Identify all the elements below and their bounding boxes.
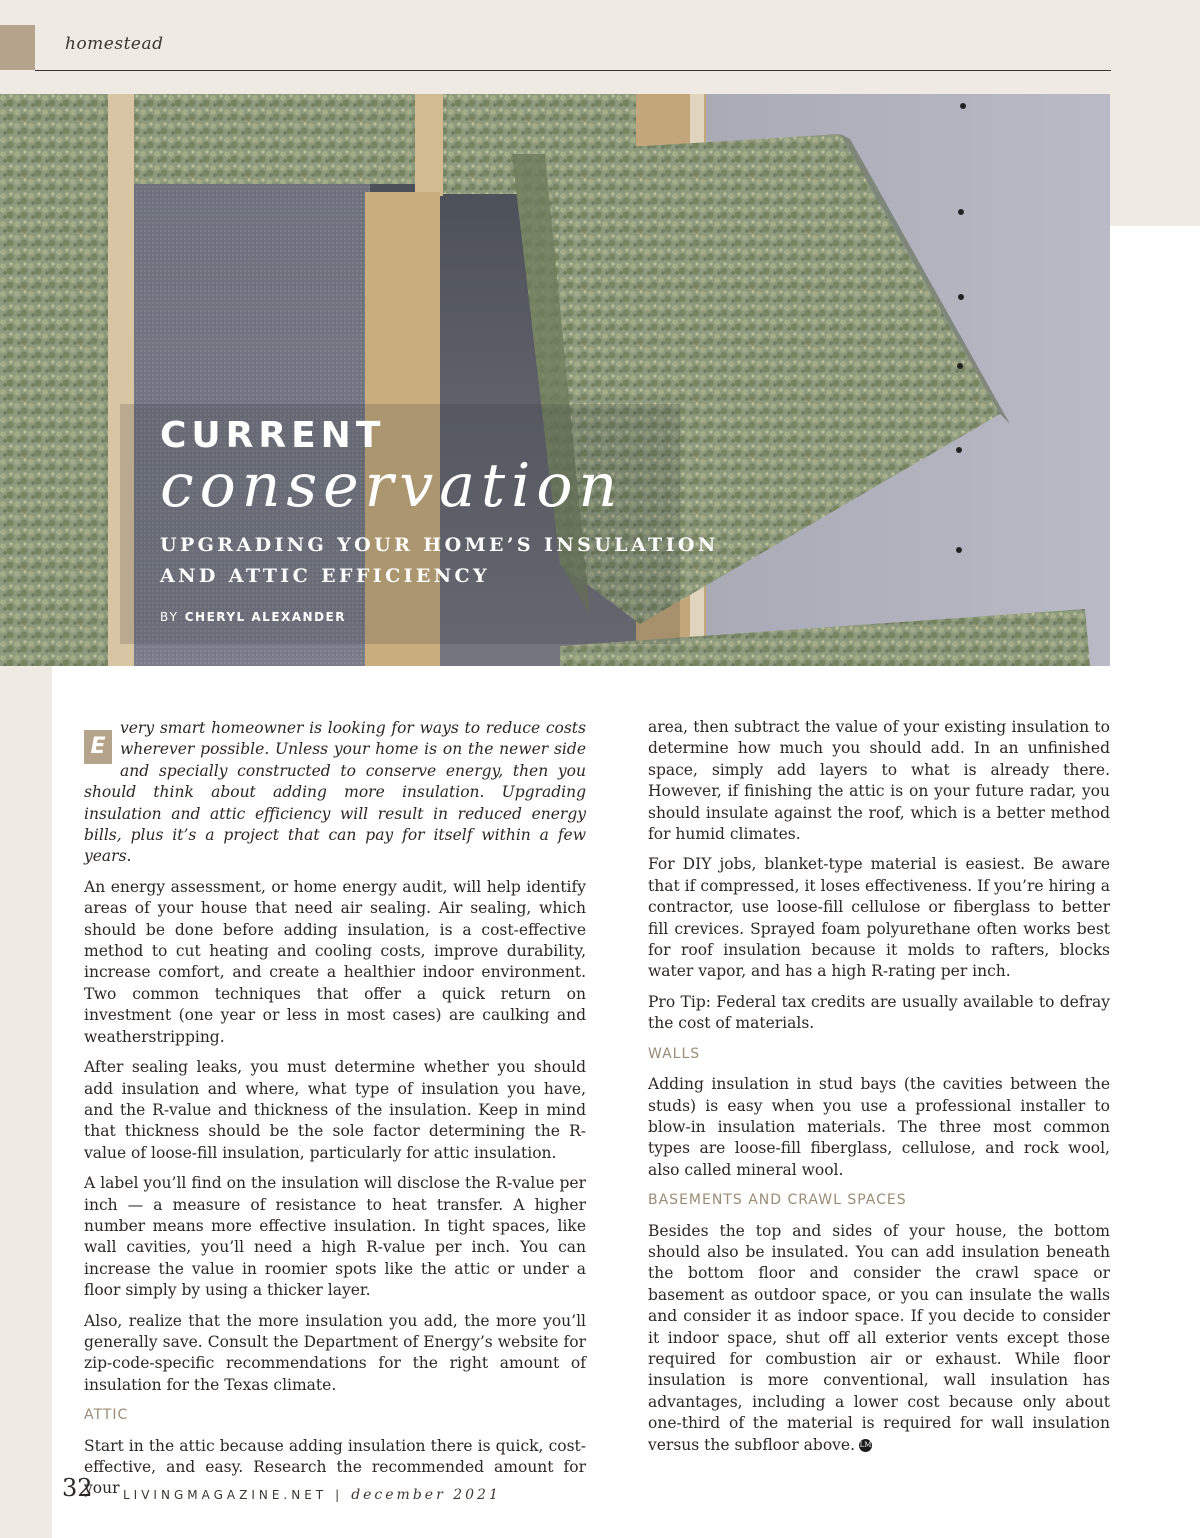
paragraph-attic-start: Start in the attic because adding insulation there is quick, cost-effective, and easy. Research the recommended amount for your: [84, 1436, 586, 1498]
subtitle-line-1: UPGRADING YOUR HOME’S INSULATION: [160, 534, 719, 556]
byline-author: CHERYL ALEXANDER: [184, 610, 346, 624]
title-line-1: CURRENT: [160, 415, 386, 456]
byline-prefix: BY: [160, 610, 179, 624]
subtitle-line-2: AND ATTIC EFFICIENCY: [160, 565, 491, 587]
paragraph-attic-continued: area, then subtract the value of your existing insulation to determine how much you should add. In an unfinished space, simply add layers to what is already there. However, if finishing the attic is on your future radar, you should insulate against the roof, which is a better method for humid climates.: [648, 718, 1110, 844]
page-number: 32: [62, 1474, 93, 1502]
lead-text: very smart homeowner is looking for ways to reduce costs wherever possible. Unless your home is on the newer side and specially constructed to conserve energy, then you should think about adding more insulation. Upgrading insulation and attic efficiency will result in reduced energy bills, plus it’s a project that can pay for itself within a few years.: [84, 719, 586, 866]
subhead-walls: WALLS: [648, 1045, 701, 1062]
header-rule: [35, 70, 1111, 71]
paragraph-basements: [648, 1221, 1110, 1456]
basements-text: Besides the top and sides of your house, the bottom should also be insulated. You can add insulation beneath the bottom floor and consider the crawl space or basement as outdoor space, or you can insulate the walls and consider it as indoor space. If you decide to consider it indoor space, shut off all exterior vents except those required for combustion air or exhaust. While floor insulation is more conventional, wall insulation has advantages, including a lower cost because only about one-third of the material is required for wall insulation versus the subfloor above.: [648, 1221, 1110, 1454]
section-tab: [0, 25, 35, 70]
subtitle: [160, 530, 719, 592]
footer-separator: |: [335, 1488, 344, 1502]
title-line-2: conservation: [160, 451, 624, 521]
article-column-right: [648, 717, 1110, 1465]
hero-photo: [0, 94, 1110, 666]
paragraph-energy-assessment: An energy assessment, or home energy audit, will help identify areas of your house that need air sealing. Air sealing, which should be done before adding insulation, is a cost-effective method to cut heating and cooling costs, improve durability, increase comfort, and create a healthier indoor environment. Two common techniques that offer a quick return on investment (one year or less in most cases) are caulking and weatherstripping.: [84, 877, 586, 1046]
subhead-attic: ATTIC: [84, 1407, 129, 1424]
paragraph-diy-jobs: For DIY jobs, blanket-type material is easiest. Be aware that if compressed, it loses effectiveness. If you’re hiring a contractor, use loose-fill cellulose or fiberglass to better fill crevices. Sprayed foam polyurethane often works best for roof insulation because it molds to rafters, blocks water vapor, and has a high R-rating per inch.: [648, 855, 1110, 981]
paragraph-more-insulation: Also, realize that the more insulation you add, the more you’ll generally save. Consult the Department of Energy’s website for zip-code-specific recommendations for the right amount of insulation for the Texas climate.: [84, 1311, 586, 1394]
footer-date: december 2021: [351, 1487, 501, 1503]
footer-site: LIVINGMAGAZINE.NET: [123, 1488, 328, 1502]
subhead-basements: BASEMENTS AND CRAWL SPACES: [648, 1192, 907, 1209]
paragraph-walls: Adding insulation in stud bays (the cavities between the studs) is easy when you use a professional installer to blow-in insulation materials. The three most common types are loose-fill fiberglass, cellulose, and rock wool, also called mineral wool.: [648, 1075, 1110, 1179]
article-title-block: [160, 416, 719, 624]
paragraph-sealing-leaks: After sealing leaks, you must determine whether you should add insulation and where, what type of insulation you have, and the R-value and thickness of the insulation. Keep in mind that thickness should be the sole factor determining the R-value of loose-fill insulation, particularly for attic insulation.: [84, 1058, 586, 1162]
section-label: homestead: [65, 34, 164, 54]
footer-line: [123, 1487, 501, 1503]
byline: [160, 610, 719, 624]
paragraph-r-value: A label you’ll find on the insulation will disclose the R-value per inch — a measure of resistance to heat transfer. A higher number means more effective insulation. In tight spaces, like wall cavities, you’ll need a high R-value per inch. You can increase the value in roomier spots like the attic or under a floor simply by using a thicker layer.: [84, 1174, 586, 1300]
end-mark-icon: LM: [859, 1439, 872, 1452]
lead-paragraph: [84, 718, 586, 868]
article-column-left: [84, 718, 586, 1509]
paragraph-pro-tip: Pro Tip: Federal tax credits are usually available to defray the cost of materials.: [648, 992, 1110, 1033]
drop-cap: E: [84, 730, 112, 764]
